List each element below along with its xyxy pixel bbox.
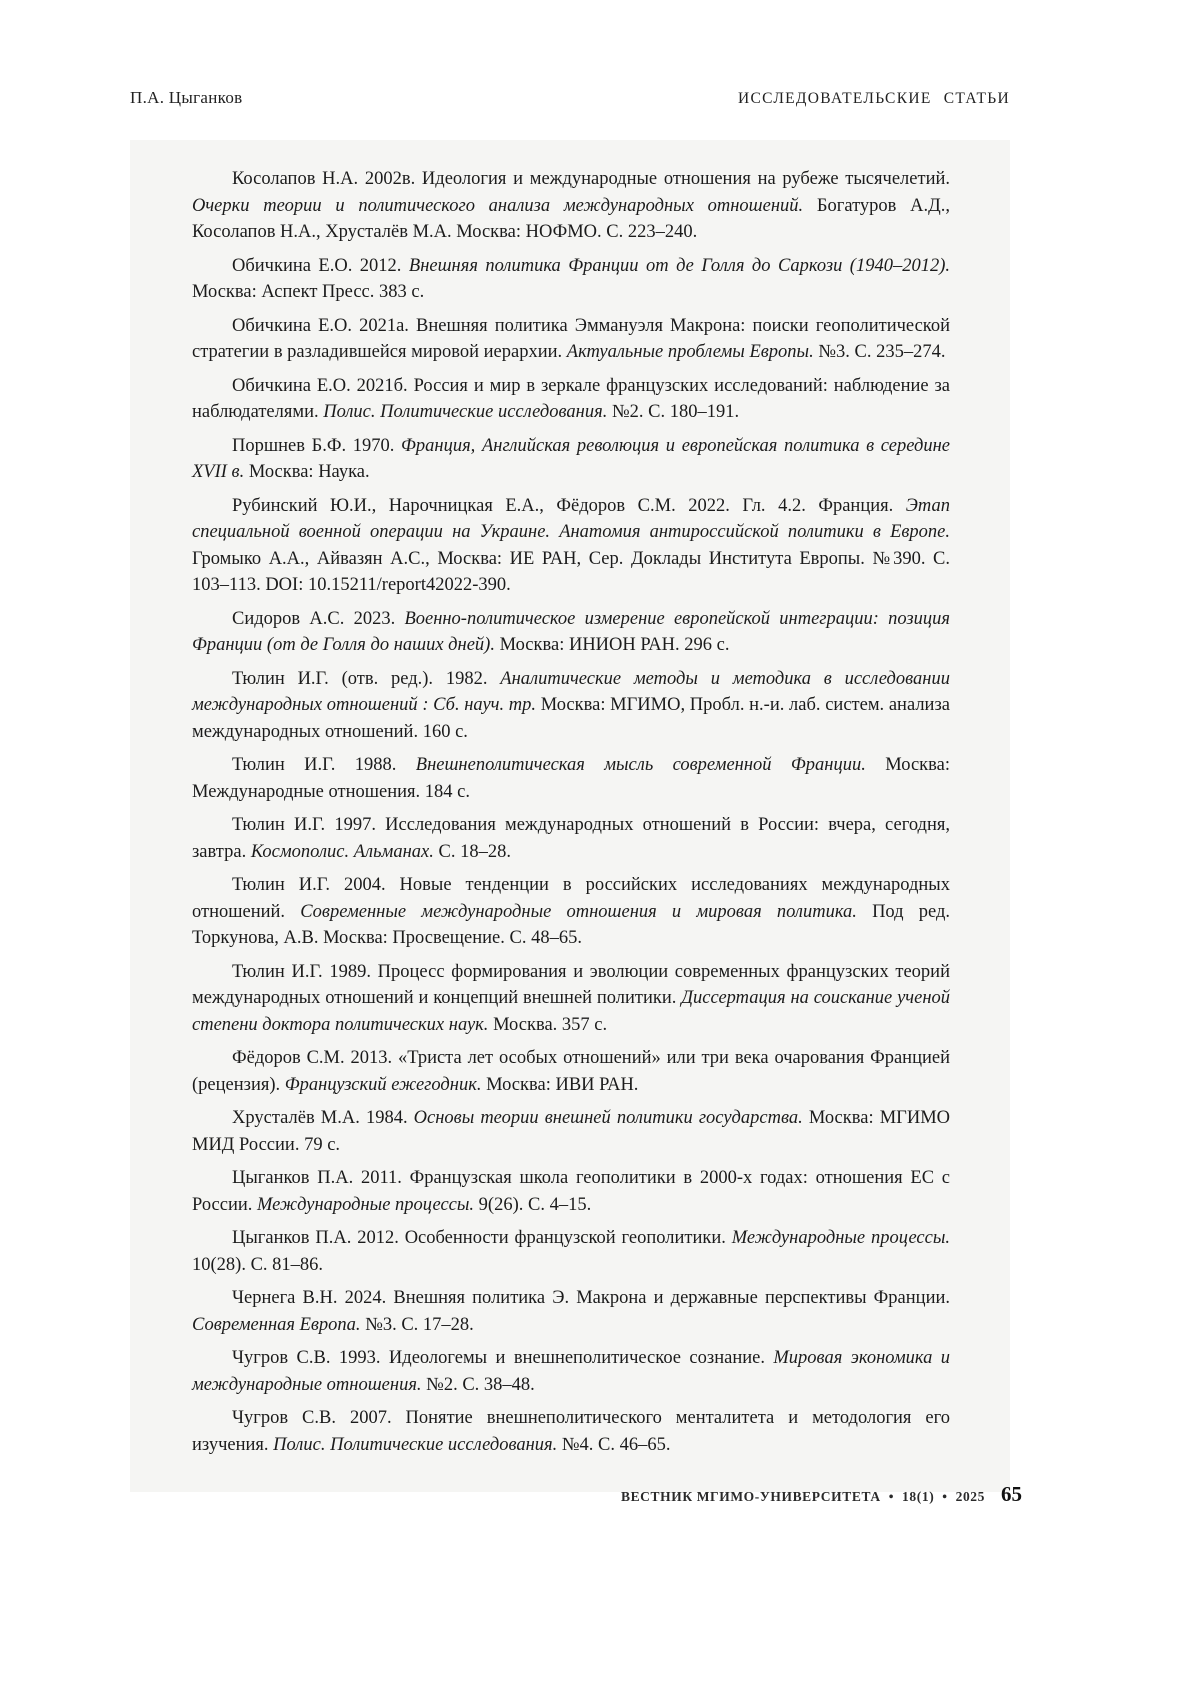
reference-entry xyxy=(192,1345,950,1398)
reference-text: Поршнев Б.Ф. 1970. xyxy=(232,435,402,456)
reference-text: Тюлин И.Г. (отв. ред.). 1982. xyxy=(232,668,501,689)
references-list xyxy=(192,166,950,1458)
reference-entry xyxy=(192,666,950,746)
reference-text: Чугров С.В. 1993. Идеологемы и внешнеполитическое сознание. xyxy=(232,1348,774,1368)
reference-text: Москва: МГИМО, Пробл. н.-и. лаб. систем. анализа международных отношений. 160 с. xyxy=(192,695,950,742)
reference-title-italic: Полис. Политические исследования. xyxy=(273,1434,558,1455)
running-head-author: П.А. Цыганков xyxy=(130,88,243,107)
reference-text: №2. С. 38–48. xyxy=(421,1374,535,1395)
reference-text: Тюлин И.Г. 1989. Процесс формирования и эволюции современных французских теорий международных отношений и концепций внешней политики. xyxy=(192,961,950,1008)
reference-entry xyxy=(192,1045,950,1098)
reference-entry xyxy=(192,253,950,306)
reference-text: Сидоров А.С. 2023. xyxy=(232,608,405,629)
footer-separator: • xyxy=(888,1489,895,1504)
reference-entry xyxy=(192,812,950,865)
page-header xyxy=(130,88,1010,108)
running-head-section: ИССЛЕДОВАТЕЛЬСКИЕ СТАТЬИ xyxy=(737,90,1010,107)
reference-title-italic: Современная Европа. xyxy=(192,1314,361,1335)
reference-entry xyxy=(192,1165,950,1218)
reference-entry xyxy=(192,1105,950,1158)
reference-text: Хрусталёв М.А. 1984. xyxy=(232,1108,414,1128)
reference-text: Москва. 357 с. xyxy=(488,1014,608,1035)
page-footer xyxy=(130,1482,1022,1507)
reference-title-italic: Очерки теории и политического анализа международных отношений. xyxy=(192,195,804,216)
reference-text: Чугров С.В. 2007. Понятие внешнеполитического менталитета и методология его изучения. xyxy=(192,1408,950,1455)
reference-entry xyxy=(192,872,950,952)
reference-title-italic: Космополис. Альманах. xyxy=(250,841,434,862)
reference-title-italic: Актуальные проблемы Европы. xyxy=(566,342,814,362)
reference-entry xyxy=(192,313,950,366)
reference-entry xyxy=(192,166,950,246)
footer-separator: • xyxy=(942,1489,948,1504)
reference-entry xyxy=(192,493,950,599)
reference-text: Цыганков П.А. 2011. Французская школа геополитики в 2000-х годах: отношения ЕС с России. xyxy=(192,1168,950,1215)
reference-text: Москва: ИВИ РАН. xyxy=(481,1074,639,1095)
footer-page-number: 65 xyxy=(1001,1482,1022,1506)
reference-text: Москва: Наука. xyxy=(244,462,370,482)
reference-entry xyxy=(192,1285,950,1338)
reference-text: Рубинский Ю.И., Нарочницкая Е.А., Фёдоров С.М. 2022. Гл. 4.2. Франция. xyxy=(232,495,906,516)
references-panel xyxy=(130,140,1010,1492)
reference-text: Тюлин И.Г. 2004. Новые тенденции в российских исследованиях международных отношений. xyxy=(192,875,950,922)
reference-text: Москва: МГИМО МИД России. 79 с. xyxy=(192,1108,951,1155)
reference-title-italic: Аналитические методы и методика в исследовании международных отношений : Сб. науч. тр. xyxy=(192,668,950,715)
reference-text: Тюлин И.Г. 1997. Исследования международных отношений в России: вчера, сегодня, завтра. xyxy=(192,815,950,862)
reference-text: Богатуров А.Д., Косолапов Н.А., Хрусталёв М.А. Москва: НОФМО. С. 223–240. xyxy=(192,195,951,242)
reference-entry xyxy=(192,1225,950,1278)
reference-text: №2. С. 180–191. xyxy=(607,402,740,422)
reference-text: Обичкина Е.О. 2012. xyxy=(232,255,409,276)
reference-text: Чернега В.Н. 2024. Внешняя политика Э. Макрона и державные перспективы Франции. xyxy=(232,1288,950,1308)
reference-text: №3. С. 235–274. xyxy=(813,342,946,362)
reference-text: Москва: ИНИОН РАН. 296 с. xyxy=(494,635,730,655)
reference-entry xyxy=(192,373,950,426)
reference-text: №3. С. 17–28. xyxy=(360,1314,474,1335)
reference-title-italic: Полис. Политические исследования. xyxy=(323,402,608,422)
reference-text: Фёдоров С.М. 2013. «Триста лет особых отношений» или три века очарования Францией (рецензия). xyxy=(192,1048,950,1095)
reference-entry xyxy=(192,959,950,1039)
reference-text: С. 18–28. xyxy=(433,841,511,862)
reference-title-italic: Диссертация на соискание ученой степени доктора политических наук. xyxy=(192,988,950,1035)
reference-text: 10(28). С. 81–86. xyxy=(192,1254,324,1275)
footer-issue: 18(1) xyxy=(902,1489,935,1504)
reference-title-italic: Французский ежегодник. xyxy=(284,1074,482,1095)
reference-text: Косолапов Н.А. 2002в. Идеология и международные отношения на рубеже тысячелетий. xyxy=(232,169,950,189)
reference-text: Обичкина Е.О. 2021б. Россия и мир в зеркале французских исследований: наблюдение за наблюдателями. xyxy=(192,375,950,422)
reference-text: 9(26). С. 4–15. xyxy=(474,1194,592,1215)
reference-text: Громыко А.А., Айвазян А.С., Москва: ИЕ РАН, Сер. Доклады Института Европы. №390. С. 103–113. DOI: 10.15211/report42022-390. xyxy=(192,548,950,595)
reference-title-italic: Международные процессы. xyxy=(731,1228,950,1248)
reference-title-italic: Военно-политическое измерение европейской интеграции: позиция Франции (от де Голля до наших дней). xyxy=(192,608,950,655)
footer-year: 2025 xyxy=(955,1489,985,1504)
reference-title-italic: Франция, Английская революция и европейская политика в середине XVII в. xyxy=(192,435,950,482)
reference-title-italic: Современные международные отношения и мировая политика. xyxy=(300,901,857,922)
reference-title-italic: Этап специальной военной операции на Украине. Анатомия антироссийской политики в Европе. xyxy=(192,495,950,542)
footer-journal-title: ВЕСТНИК МГИМО-УНИВЕРСИТЕТА xyxy=(620,1489,881,1504)
reference-title-italic: Мировая экономика и международные отношения. xyxy=(192,1348,950,1395)
reference-text: Тюлин И.Г. 1988. xyxy=(232,755,416,775)
reference-text: Москва: Аспект Пресс. 383 с. xyxy=(192,282,425,302)
reference-title-italic: Основы теории внешней политики государства. xyxy=(413,1108,803,1128)
reference-text: Обичкина Е.О. 2021а. Внешняя политика Эммануэля Макрона: поиски геополитической стратегии в разладившейся мировой иерархии. xyxy=(192,315,950,362)
reference-title-italic: Международные процессы. xyxy=(257,1194,475,1215)
reference-entry xyxy=(192,433,950,486)
reference-text: Под ред. Торкунова, А.В. Москва: Просвещение. С. 48–65. xyxy=(192,901,951,948)
reference-title-italic: Внешнеполитическая мысль современной Франции. xyxy=(415,755,866,775)
footer-journal-line xyxy=(619,1489,987,1505)
reference-title-italic: Внешняя политика Франции от де Голля до Саркози (1940–2012). xyxy=(408,255,950,276)
reference-entry xyxy=(192,606,950,659)
reference-text: №4. С. 46–65. xyxy=(557,1434,671,1455)
reference-text: Москва: Международные отношения. 184 с. xyxy=(192,755,950,802)
reference-entry xyxy=(192,752,950,805)
reference-entry xyxy=(192,1405,950,1458)
reference-text: Цыганков П.А. 2012. Особенности французской геополитики. xyxy=(232,1228,732,1248)
